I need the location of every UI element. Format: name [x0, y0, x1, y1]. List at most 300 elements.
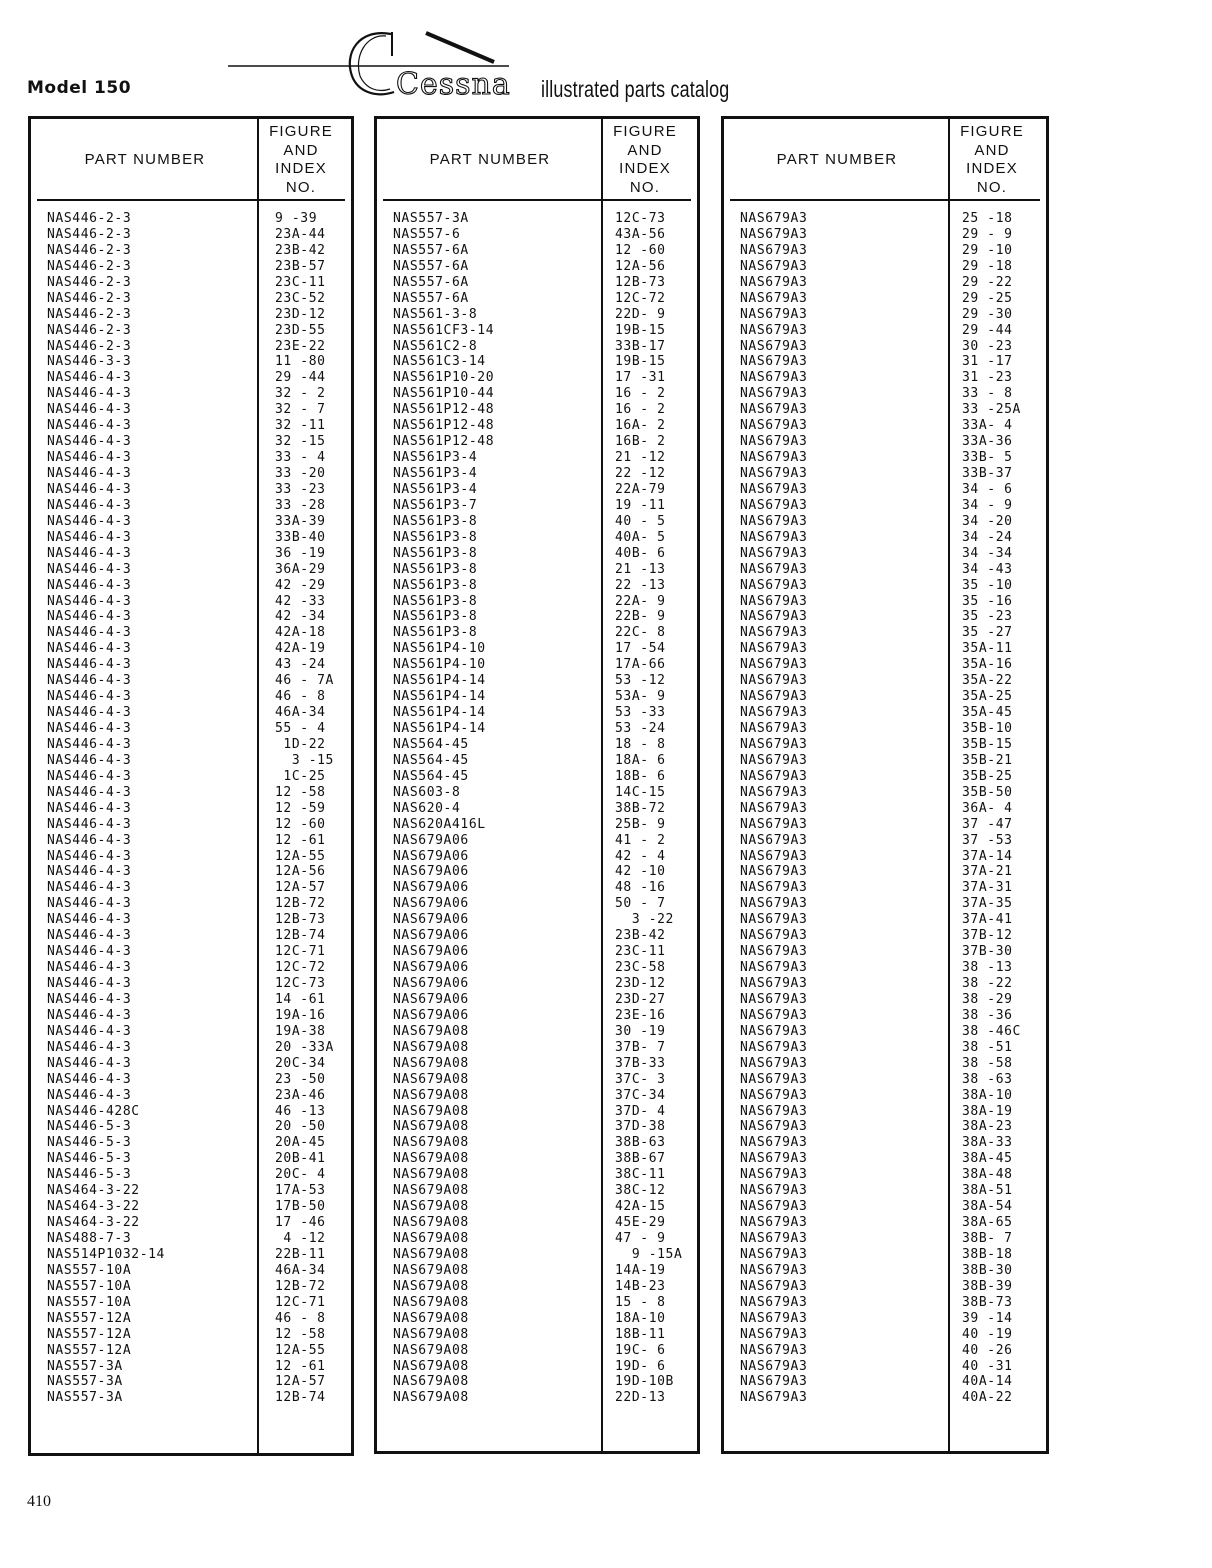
table-row	[31, 1151, 351, 1167]
table-row	[31, 1231, 351, 1247]
figure-index-cell: 19A-38	[275, 1023, 326, 1039]
part-number-cell: NAS446-4-3	[47, 768, 132, 784]
table-row	[724, 864, 1046, 880]
figure-index-cell: 38B-30	[962, 1262, 1013, 1278]
part-number-cell: NAS446-4-3	[47, 944, 132, 960]
figure-index-cell: 16B- 2	[615, 434, 666, 450]
figure-index-cell: 32 - 2	[275, 386, 326, 402]
table-row	[31, 482, 351, 498]
table-row	[31, 1327, 351, 1343]
figure-index-cell: 20C-34	[275, 1055, 326, 1071]
table-row	[377, 307, 697, 323]
figure-index-cell: 33B-37	[962, 466, 1013, 481]
figure-index-cell: 38B- 7	[962, 1231, 1013, 1246]
figure-index-cell: 18B-11	[615, 1326, 666, 1342]
figure-index-cell: 35B-50	[962, 784, 1013, 800]
table-row	[377, 1104, 697, 1120]
figure-index-cell: 19D- 6	[615, 1358, 666, 1374]
figure-index-cell: 18 - 8	[615, 736, 666, 752]
table-row	[724, 625, 1046, 641]
part-number-cell: NAS679A08	[393, 1183, 469, 1199]
table-row	[31, 1390, 351, 1406]
part-number-cell: NAS679A3	[740, 1055, 808, 1071]
table-row	[377, 1215, 697, 1231]
part-number-cell: NAS557-3A	[47, 1390, 123, 1406]
part-number-cell: NAS679A3	[740, 513, 808, 529]
table-header	[383, 119, 691, 201]
table-row	[31, 1008, 351, 1024]
part-number-cell: NAS679A06	[393, 1007, 469, 1023]
figure-index-cell: 42A-19	[275, 641, 326, 657]
part-number-cell: NAS464-3-22	[47, 1199, 140, 1215]
figure-index-cell: 20A-45	[275, 1135, 326, 1151]
table-row	[31, 880, 351, 896]
figure-index-cell: 37B-33	[615, 1055, 666, 1071]
table-row	[724, 211, 1046, 227]
table-row	[31, 801, 351, 817]
table-row	[31, 402, 351, 418]
part-number-cell: NAS561-3-8	[393, 306, 478, 322]
figure-index-cell: 17 -54	[615, 641, 666, 657]
table-row	[724, 673, 1046, 689]
part-number-cell: NAS679A3	[740, 434, 808, 450]
part-number-cell: NAS446-2-3	[47, 226, 132, 242]
table-row	[377, 912, 697, 928]
figure-index-cell: 37A-14	[962, 848, 1013, 864]
figure-index-cell: 38B-18	[962, 1246, 1013, 1262]
part-number-cell: NAS679A08	[393, 1087, 469, 1103]
figure-index-cell: 42 -29	[275, 577, 326, 593]
part-number-cell: NAS488-7-3	[47, 1231, 132, 1246]
table-row	[377, 482, 697, 498]
part-number-cell: NAS561P12-48	[393, 434, 495, 450]
table-rows	[377, 211, 697, 1406]
figure-index-cell: 33 -23	[275, 481, 326, 497]
figure-index-cell: 29 -44	[275, 370, 326, 386]
part-number-cell: NAS679A3	[740, 1390, 808, 1406]
table-row	[377, 944, 697, 960]
table-row	[31, 498, 351, 514]
table-row	[377, 609, 697, 625]
figure-index-cell: 23B-42	[615, 928, 666, 944]
table-row	[31, 1279, 351, 1295]
figure-index-cell: 38 -51	[962, 1039, 1013, 1055]
part-number-cell: NAS679A3	[740, 577, 808, 593]
table-row	[31, 339, 351, 355]
table-row	[31, 594, 351, 610]
part-number-cell: NAS557-12A	[47, 1326, 132, 1342]
figure-index-cell: 18A- 6	[615, 752, 666, 768]
part-number-cell: NAS557-6A	[393, 274, 469, 290]
table-row	[724, 386, 1046, 402]
table-row	[377, 1279, 697, 1295]
figure-index-cell: 38A-45	[962, 1151, 1013, 1167]
part-number-cell: NAS679A3	[740, 418, 808, 434]
part-number-cell: NAS679A08	[393, 1103, 469, 1119]
part-number-cell: NAS679A06	[393, 944, 469, 960]
figure-index-cell: 33B-17	[615, 338, 666, 354]
part-number-cell: NAS561P3-4	[393, 481, 478, 497]
part-number-cell: NAS679A08	[393, 1119, 469, 1135]
figure-index-cell: 12C-71	[275, 1294, 326, 1310]
figure-index-cell: 35B-21	[962, 752, 1013, 768]
table-row	[31, 1104, 351, 1120]
part-number-cell: NAS561P3-8	[393, 513, 478, 529]
figure-index-cell: 16 - 2	[615, 402, 666, 418]
part-number-cell: NAS561P3-8	[393, 609, 478, 625]
table-row	[31, 1119, 351, 1135]
part-number-cell: NAS446-5-3	[47, 1167, 132, 1183]
part-number-cell: NAS603-8	[393, 784, 461, 800]
table-row	[724, 1167, 1046, 1183]
figure-index-cell: 3 -22	[615, 912, 674, 928]
table-row	[31, 689, 351, 705]
table-row	[724, 562, 1046, 578]
part-number-cell: NAS620A416L	[393, 816, 486, 832]
part-number-cell: NAS446-5-3	[47, 1119, 132, 1135]
figure-index-cell: 14A-19	[615, 1262, 666, 1278]
figure-index-cell: 37B- 7	[615, 1039, 666, 1055]
part-number-cell: NAS679A3	[740, 705, 808, 721]
figure-index-cell: 35 -23	[962, 609, 1013, 625]
table-row	[377, 323, 697, 339]
part-number-cell: NAS679A3	[740, 976, 808, 991]
figure-index-cell: 35 -16	[962, 593, 1013, 609]
table-row	[377, 801, 697, 817]
part-number-cell: NAS446-2-3	[47, 322, 132, 338]
figure-index-cell: 14 -61	[275, 991, 326, 1007]
table-row	[31, 1135, 351, 1151]
figure-index-cell: 35 -10	[962, 577, 1013, 593]
figure-index-cell: 38 -58	[962, 1055, 1013, 1071]
part-number-cell: NAS679A3	[740, 1151, 808, 1167]
figure-index-cell: 12B-73	[275, 912, 326, 928]
part-number-cell: NAS679A3	[740, 641, 808, 657]
part-number-cell: NAS446-4-3	[47, 832, 132, 848]
table-row	[31, 960, 351, 976]
figure-index-cell: 29 -25	[962, 290, 1013, 306]
part-number-cell: NAS446-4-3	[47, 625, 132, 641]
part-number-cell: NAS564-45	[393, 752, 469, 768]
table-row	[31, 1247, 351, 1263]
table-row	[724, 912, 1046, 928]
table-row	[724, 482, 1046, 498]
table-row	[31, 243, 351, 259]
table-row	[31, 721, 351, 737]
figure-index-cell: 34 -34	[962, 545, 1013, 561]
part-number-cell: NAS557-6A	[393, 258, 469, 274]
figure-index-cell: 17 -31	[615, 370, 666, 386]
part-number-cell: NAS679A06	[393, 864, 469, 880]
table-row	[377, 673, 697, 689]
table-row	[377, 498, 697, 514]
figure-index-cell: 33A-36	[962, 434, 1013, 450]
part-number-cell: NAS679A3	[740, 258, 808, 274]
figure-index-cell: 22B-11	[275, 1246, 326, 1262]
figure-index-cell: 17B-50	[275, 1199, 326, 1215]
figure-index-cell: 40 -31	[962, 1358, 1013, 1374]
part-number-cell: NAS561P12-48	[393, 418, 495, 434]
part-number-cell: NAS679A3	[740, 1358, 808, 1374]
table-row	[377, 418, 697, 434]
figure-index-cell: 38 -29	[962, 991, 1013, 1007]
figure-index-cell: 36A-29	[275, 561, 326, 577]
figure-index-cell: 38B-72	[615, 800, 666, 816]
table-row	[377, 1151, 697, 1167]
part-number-cell: NAS446-4-3	[47, 784, 132, 800]
figure-index-cell: 40A-22	[962, 1390, 1013, 1406]
figure-index-cell: 29 - 9	[962, 226, 1013, 242]
figure-index-cell: 30 -23	[962, 338, 1013, 354]
part-number-cell: NAS446-4-3	[47, 1055, 132, 1071]
part-number-cell: NAS557-6A	[393, 242, 469, 258]
table-row	[31, 1167, 351, 1183]
part-number-cell: NAS679A08	[393, 1167, 469, 1183]
figure-index-cell: 34 -24	[962, 529, 1013, 545]
part-number-cell: NAS679A3	[740, 529, 808, 545]
part-number-cell: NAS561P3-4	[393, 450, 478, 466]
figure-index-cell: 15 - 8	[615, 1294, 666, 1310]
table-row	[724, 1072, 1046, 1088]
table-row	[31, 817, 351, 833]
figure-index-cell: 23A-44	[275, 226, 326, 242]
part-number-cell: NAS679A3	[740, 306, 808, 322]
figure-index-cell: 38A-54	[962, 1199, 1013, 1215]
part-number-cell: NAS561P3-8	[393, 529, 478, 545]
figure-index-cell: 21 -12	[615, 450, 666, 466]
table-row	[31, 896, 351, 912]
table-row	[377, 434, 697, 450]
part-number-cell: NAS446-2-3	[47, 306, 132, 322]
part-number-cell: NAS679A3	[740, 1231, 808, 1246]
part-number-cell: NAS446-4-3	[47, 609, 132, 625]
figure-index-cell: 23B-57	[275, 258, 326, 274]
figure-index-cell: 40 -26	[962, 1342, 1013, 1358]
figure-index-cell: 20B-41	[275, 1151, 326, 1167]
part-number-cell: NAS446-4-3	[47, 1071, 132, 1087]
table-row	[724, 402, 1046, 418]
table-row	[377, 243, 697, 259]
table-row	[724, 609, 1046, 625]
table-row	[724, 418, 1046, 434]
part-number-cell: NAS446-4-3	[47, 593, 132, 609]
figure-index-cell: 37 -53	[962, 832, 1013, 848]
part-number-cell: NAS561P3-8	[393, 625, 478, 641]
part-number-cell: NAS446-4-3	[47, 513, 132, 529]
part-number-cell: NAS679A3	[740, 322, 808, 338]
figure-index-cell: 32 - 7	[275, 402, 326, 418]
part-number-cell: NAS679A06	[393, 928, 469, 944]
part-number-cell: NAS679A08	[393, 1055, 469, 1071]
figure-index-cell: 38B-63	[615, 1135, 666, 1151]
part-number-cell: NAS679A3	[740, 1374, 808, 1390]
part-number-cell: NAS446-4-3	[47, 896, 132, 912]
table-row	[377, 1247, 697, 1263]
part-number-cell: NAS679A3	[740, 928, 808, 944]
table-row	[724, 466, 1046, 482]
parts-table-1	[28, 116, 354, 1456]
part-number-cell: NAS446-2-3	[47, 242, 132, 258]
table-row	[724, 1327, 1046, 1343]
figure-index-cell: 16 - 2	[615, 386, 666, 402]
table-row	[724, 817, 1046, 833]
table-row	[377, 689, 697, 705]
figure-index-cell: 23C-11	[615, 944, 666, 960]
table-row	[31, 227, 351, 243]
figure-index-cell: 40 - 5	[615, 513, 666, 529]
figure-index-cell: 29 -30	[962, 306, 1013, 322]
table-row	[377, 1135, 697, 1151]
part-number-cell: NAS561P3-8	[393, 593, 478, 609]
figure-index-cell: 19A-16	[275, 1007, 326, 1023]
table-row	[31, 1056, 351, 1072]
part-number-cell: NAS679A3	[740, 481, 808, 497]
part-number-cell: NAS446-4-3	[47, 673, 132, 689]
table-row	[31, 1295, 351, 1311]
figure-index-cell: 23E-16	[615, 1007, 666, 1023]
figure-index-cell: 34 -20	[962, 513, 1013, 529]
figure-index-cell: 38C-12	[615, 1183, 666, 1199]
table-row	[724, 275, 1046, 291]
table-row	[724, 1311, 1046, 1327]
part-number-cell: NAS679A3	[740, 466, 808, 481]
part-number-cell: NAS679A3	[740, 402, 808, 418]
part-number-cell: NAS446-4-3	[47, 497, 132, 513]
figure-index-cell: 37C-34	[615, 1087, 666, 1103]
figure-index-cell: 12A-55	[275, 1342, 326, 1358]
table-row	[724, 514, 1046, 530]
figure-index-cell: 23D-12	[615, 976, 666, 991]
part-number-cell: NAS446-4-3	[47, 418, 132, 434]
figure-index-cell: 23A-46	[275, 1087, 326, 1103]
table-row	[31, 609, 351, 625]
part-number-cell: NAS679A3	[740, 1294, 808, 1310]
table-row	[31, 291, 351, 307]
table-row	[377, 721, 697, 737]
part-number-cell: NAS679A3	[740, 1007, 808, 1023]
part-number-cell: NAS679A08	[393, 1151, 469, 1167]
figure-index-cell: 37A-31	[962, 880, 1013, 896]
figure-header-line: FIGURE	[960, 123, 1024, 140]
table-row	[724, 960, 1046, 976]
figure-header-line: NO.	[629, 178, 661, 196]
figure-index-cell: 35B-15	[962, 736, 1013, 752]
figure-index-cell: 20 -33A	[275, 1039, 334, 1055]
model-label: Model 150	[27, 78, 132, 98]
table-row	[377, 960, 697, 976]
part-number-cell: NAS679A3	[740, 673, 808, 689]
figure-index-cell: 16A- 2	[615, 418, 666, 434]
figure-index-cell: 22 -12	[615, 466, 666, 481]
table-row	[377, 928, 697, 944]
part-number-cell: NAS561P4-10	[393, 641, 486, 657]
part-number-cell: NAS679A3	[740, 290, 808, 306]
table-row	[377, 1295, 697, 1311]
figure-index-cell: 43 -24	[275, 657, 326, 673]
figure-index-cell: 38 -22	[962, 976, 1013, 991]
table-row	[31, 785, 351, 801]
table-row	[31, 673, 351, 689]
figure-index-cell: 37D-38	[615, 1119, 666, 1135]
table-row	[724, 1374, 1046, 1390]
table-row	[377, 785, 697, 801]
figure-index-cell: 37B-30	[962, 944, 1013, 960]
table-row	[377, 1119, 697, 1135]
part-number-cell: NAS679A3	[740, 242, 808, 258]
figure-index-cell: 12 -58	[275, 1326, 326, 1342]
figure-index-cell: 22B- 9	[615, 609, 666, 625]
table-row	[724, 339, 1046, 355]
figure-index-header	[944, 123, 1040, 197]
table-row	[31, 562, 351, 578]
figure-index-cell: 31 -17	[962, 354, 1013, 370]
table-row	[377, 578, 697, 594]
figure-index-cell: 22A-79	[615, 481, 666, 497]
part-number-cell: NAS446-2-3	[47, 211, 132, 226]
part-number-cell: NAS446-2-3	[47, 274, 132, 290]
part-number-cell: NAS446-4-3	[47, 450, 132, 466]
figure-index-cell: 35B-25	[962, 768, 1013, 784]
part-number-cell: NAS446-4-3	[47, 736, 132, 752]
part-number-cell: NAS679A06	[393, 848, 469, 864]
table-row	[31, 769, 351, 785]
figure-index-cell: 37 -47	[962, 816, 1013, 832]
figure-index-cell: 37A-21	[962, 864, 1013, 880]
part-number-cell: NAS446-4-3	[47, 529, 132, 545]
part-number-cell: NAS679A08	[393, 1310, 469, 1326]
part-number-cell: NAS561P12-48	[393, 402, 495, 418]
part-number-cell: NAS446-4-3	[47, 721, 132, 736]
figure-index-cell: 12A-56	[615, 258, 666, 274]
part-number-cell: NAS446-4-3	[47, 960, 132, 976]
figure-index-cell: 29 -22	[962, 274, 1013, 290]
table-row	[377, 530, 697, 546]
part-number-cell: NAS446-4-3	[47, 848, 132, 864]
figure-index-cell: 23C-11	[275, 274, 326, 290]
figure-index-cell: 53A- 9	[615, 689, 666, 705]
figure-index-cell: 35A-22	[962, 673, 1013, 689]
table-row	[724, 928, 1046, 944]
part-number-cell: NAS561C2-8	[393, 338, 478, 354]
figure-index-cell: 25 -18	[962, 211, 1013, 226]
part-number-cell: NAS679A08	[393, 1215, 469, 1231]
figure-index-cell: 12 -60	[615, 242, 666, 258]
figure-index-cell: 12 -61	[275, 1358, 326, 1374]
figure-index-cell: 18B- 6	[615, 768, 666, 784]
table-row	[377, 992, 697, 1008]
table-row	[31, 450, 351, 466]
figure-index-cell: 40B- 6	[615, 545, 666, 561]
figure-index-cell: 53 -24	[615, 721, 666, 736]
table-row	[377, 259, 697, 275]
table-row	[377, 1343, 697, 1359]
catalog-title: illustrated parts catalog	[541, 76, 730, 102]
table-row	[31, 864, 351, 880]
figure-index-cell: 33 -28	[275, 497, 326, 513]
part-number-cell: NAS679A08	[393, 1294, 469, 1310]
part-number-cell: NAS557-3A	[47, 1374, 123, 1390]
figure-index-cell: 23 -50	[275, 1071, 326, 1087]
table-row	[377, 227, 697, 243]
part-number-cell: NAS679A3	[740, 1183, 808, 1199]
figure-index-cell: 22A- 9	[615, 593, 666, 609]
part-number-cell: NAS679A3	[740, 1039, 808, 1055]
table-row	[31, 1072, 351, 1088]
table-row	[724, 546, 1046, 562]
part-number-cell: NAS561P3-8	[393, 577, 478, 593]
figure-index-cell: 38C-11	[615, 1167, 666, 1183]
figure-index-cell: 43A-56	[615, 226, 666, 242]
